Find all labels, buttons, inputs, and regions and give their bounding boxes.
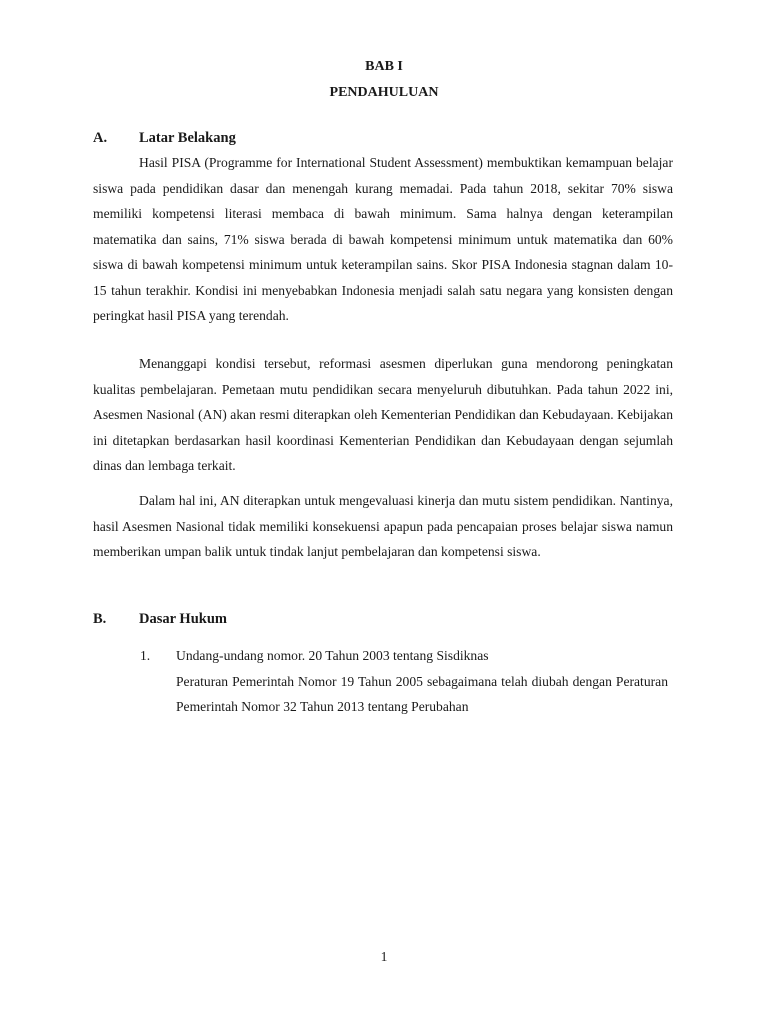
page-number: 1 — [380, 949, 388, 964]
legal-basis-line-2: Peraturan Pemerintah Nomor 19 Tahun 2005 sebagaimana telah diubah dengan Peraturan Pemerintah Nomor 32 Tahun 2013 tentang Perubahan — [176, 673, 668, 714]
paragraph-2: Menanggapi kondisi tersebut, reformasi asesmen diperlukan guna mendorong peningkatan kualitas pembelajaran. Pemetaan mutu pendidikan secara menyeluruh dibutuhkan. Pada tahun 2022 ini, Asesmen Nasional (AN) akan resmi diterapkan oleh Kementerian Pendidikan dan Kebudayaan. Kebijakan ini ditetapkan berdasarkan hasil koordinasi Kementerian Pendidikan dan Kebudayaan dengan sejumlah dinas dan lembaga terkait. — [93, 356, 673, 473]
section-b-heading — [93, 609, 227, 629]
section-a-letter: A. — [93, 130, 108, 146]
legal-basis-line-1: Undang-undang nomor. 20 Tahun 2003 tentang Sisdiknas — [176, 648, 489, 663]
legal-basis-item — [140, 643, 668, 720]
paragraph-3: Dalam hal ini, AN diterapkan untuk mengevaluasi kinerja dan mutu sistem pendidikan. Nantinya, hasil Asesmen Nasional tidak memiliki konsekuensi apapun pada pencapaian proses belajar siswa namun memberikan umpan balik untuk tindak lanjut pembelajaran dan kompetensi siswa. — [93, 493, 673, 559]
section-b-title: Dasar Hukum — [139, 611, 227, 627]
legal-basis-number: 1. — [140, 648, 151, 663]
paragraph-1: Hasil PISA (Programme for International Student Assessment) membuktikan kemampuan belajar siswa pada pendidikan dasar dan menengah kurang memadai. Pada tahun 2018, sekitar 70% siswa memiliki kompetensi literasi membaca di bawah minimum. Sama halnya dengan keterampilan matematika dan sains, 71% siswa berada di bawah kompetensi minimum untuk matematika dan 60% siswa di bawah kompetensi minimum untuk keterampilan sains. Skor PISA Indonesia stagnan dalam 10-15 tahun terakhir. Kondisi ini menyebabkan Indonesia menjadi salah satu negara yang konsisten dengan peringkat hasil PISA yang terendah. — [93, 155, 673, 323]
section-b-letter: B. — [93, 611, 107, 627]
section-a-heading — [93, 128, 236, 148]
section-a-title: Latar Belakang — [139, 130, 236, 146]
chapter-label: BAB I — [365, 59, 403, 74]
chapter-title: PENDAHULUAN — [329, 85, 439, 100]
